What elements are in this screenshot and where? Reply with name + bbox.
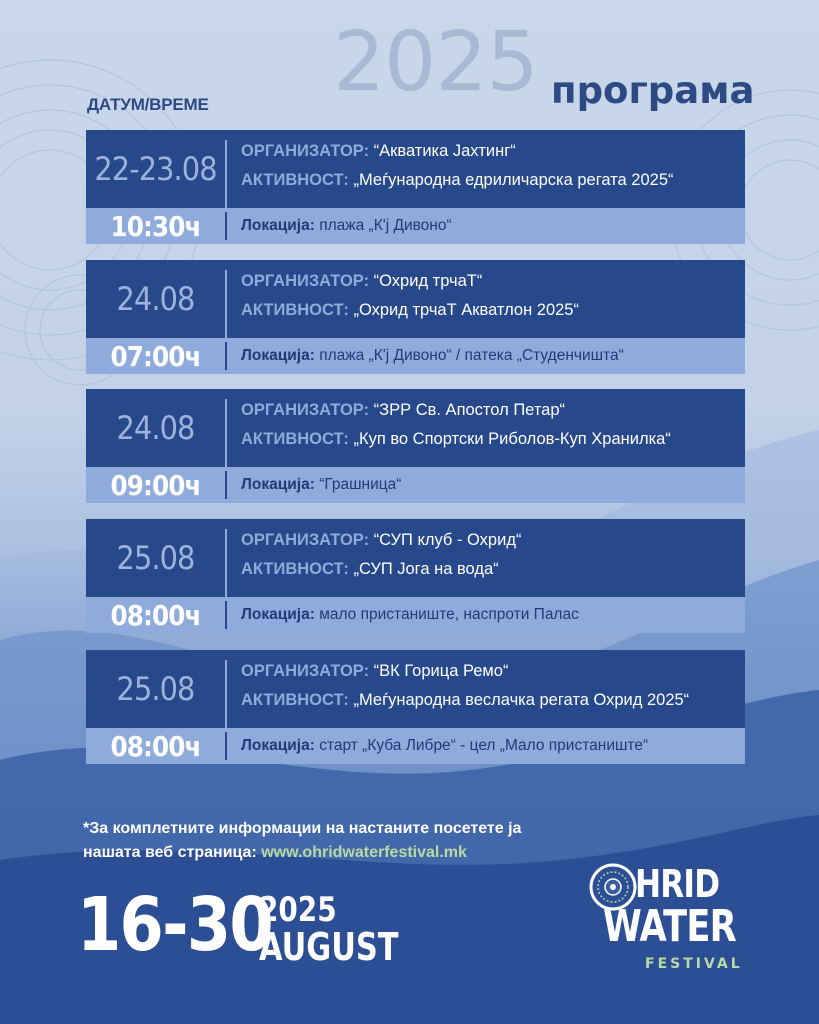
event-date: 25.08: [116, 539, 195, 577]
organizer-value: “ВК Горица Ремо“: [373, 662, 509, 680]
info-note-line2: [83, 841, 521, 865]
activity-value: „Охрид трчаТ Акватлон 2025“: [353, 301, 579, 319]
event-card: [86, 650, 745, 764]
event-organizer: [241, 401, 565, 420]
location-label: Локација:: [241, 347, 315, 364]
festival-month: AUGUST: [259, 925, 399, 969]
location-value: “Грашница“: [319, 476, 402, 493]
activity-label: АКТИВНОСТ:: [241, 171, 349, 189]
info-note: [83, 817, 521, 865]
organizer-value: “Акватика Јахтинг“: [373, 142, 516, 160]
event-date: 24.08: [116, 409, 195, 447]
event-activity: [241, 560, 499, 579]
header-year: 2025: [333, 15, 538, 110]
organizer-value: “СУП клуб - Охрид“: [373, 531, 522, 549]
website-link[interactable]: www.ohridwaterfestival.mk: [261, 844, 467, 861]
event-card: [86, 519, 745, 633]
logo-text-water: WATER: [603, 901, 736, 952]
event-card: [86, 389, 745, 503]
location-value: плажа „К'ј Дивоно“: [319, 217, 452, 234]
event-time: 09:00ч: [110, 468, 201, 502]
logo-text-hrid: HRID: [635, 862, 720, 906]
organizer-value: “Охрид трчаТ“: [373, 272, 483, 290]
organizer-label: ОРГАНИЗАТОР:: [241, 272, 370, 290]
event-location: [241, 737, 648, 755]
event-location: [241, 217, 452, 235]
festival-dates: 16-30: [77, 882, 272, 968]
activity-label: АКТИВНОСТ:: [241, 691, 349, 709]
logo-text-festival: FESTIVAL: [645, 956, 743, 972]
event-organizer: [241, 531, 521, 550]
organizer-label: ОРГАНИЗАТОР:: [241, 531, 370, 549]
organizer-value: “ЗРР Св. Апостол Петар“: [373, 401, 566, 419]
activity-value: „СУП Јога на вода“: [353, 560, 499, 578]
info-note-prefix: нашата веб страница:: [83, 844, 262, 861]
event-activity: [241, 171, 674, 190]
location-value: плажа „К'ј Дивоно“ / патека „Студенчишта“: [319, 347, 624, 364]
activity-label: АКТИВНОСТ:: [241, 560, 349, 578]
activity-value: „Куп во Спортски Риболов-Куп Хранилка“: [353, 430, 671, 448]
page-title: програма: [551, 69, 755, 112]
event-time: 10:30ч: [110, 209, 201, 243]
event-time: 07:00ч: [110, 339, 201, 373]
event-activity: [241, 691, 689, 710]
activity-value: „Меѓународна едриличарска регата 2025“: [353, 171, 674, 189]
event-organizer: [241, 142, 516, 161]
organizer-label: ОРГАНИЗАТОР:: [241, 401, 370, 419]
date-time-column-label: ДАТУМ/ВРЕМЕ: [87, 95, 209, 114]
event-activity: [241, 430, 671, 449]
event-location: [241, 606, 579, 624]
location-label: Локација:: [241, 737, 315, 754]
organizer-label: ОРГАНИЗАТОР:: [241, 142, 370, 160]
event-date: 22-23.08: [94, 150, 217, 188]
event-activity: [241, 301, 579, 320]
event-location: [241, 476, 401, 494]
event-time: 08:00ч: [110, 729, 201, 763]
event-location: [241, 347, 624, 365]
location-label: Локација:: [241, 217, 315, 234]
event-organizer: [241, 662, 508, 681]
location-label: Локација:: [241, 606, 315, 623]
location-value: старт „Куба Либре“ - цел „Мало пристаниште“: [319, 737, 649, 754]
organizer-label: ОРГАНИЗАТОР:: [241, 662, 370, 680]
location-value: мало пристаниште, наспроти Палас: [319, 606, 579, 623]
activity-label: АКТИВНОСТ:: [241, 301, 349, 319]
activity-label: АКТИВНОСТ:: [241, 430, 349, 448]
event-date: 25.08: [116, 670, 195, 708]
location-label: Локација:: [241, 476, 315, 493]
event-organizer: [241, 272, 482, 291]
event-time: 08:00ч: [110, 598, 201, 632]
event-card: [86, 260, 745, 374]
festival-year: 2025: [259, 890, 337, 930]
info-note-line1: *За комплетните информации на настаните посетете ја: [83, 820, 522, 837]
event-card: [86, 130, 745, 244]
event-date: 24.08: [116, 280, 195, 318]
activity-value: „Меѓународна веслачка регата Охрид 2025“: [353, 691, 690, 709]
ohrid-water-festival-logo: [587, 861, 747, 981]
